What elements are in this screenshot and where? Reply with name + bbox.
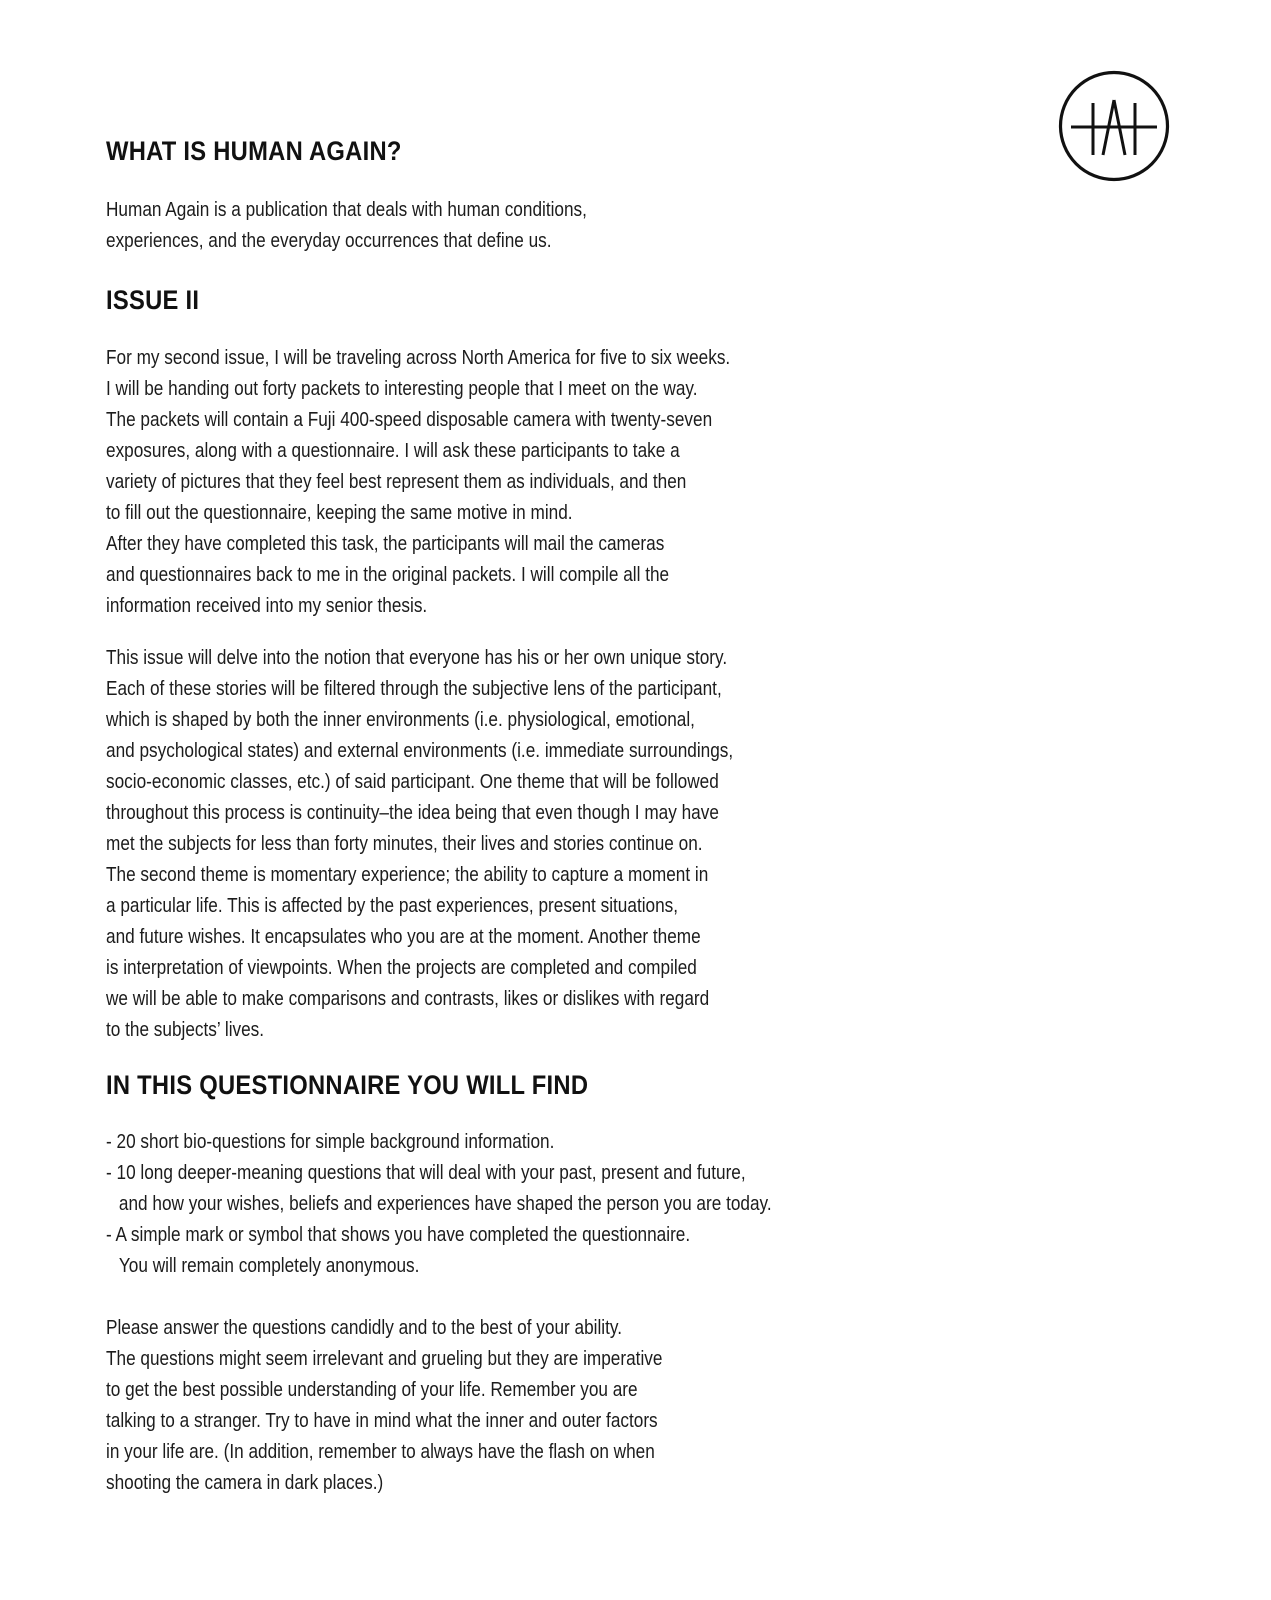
text-line: This issue will delve into the notion that everyone has his or her own unique story.	[106, 647, 728, 669]
text-line: information received into my senior thesis.	[106, 595, 428, 617]
text-line: For my second issue, I will be traveling across North America for five to six weeks.	[106, 347, 731, 369]
text-line: we will be able to make comparisons and contrasts, likes or dislikes with regard	[106, 988, 710, 1010]
text-line: met the subjects for less than forty minutes, their lives and stories continue on.	[106, 833, 703, 855]
text-line: The questions might seem irrelevant and grueling but they are imperative	[106, 1348, 663, 1370]
issue-paragraph-2	[106, 643, 733, 1046]
text-line: and future wishes. It encapsulates who you are at the moment. Another theme	[106, 926, 701, 948]
heading-questionnaire-contents: IN THIS QUESTIONNAIRE YOU WILL FIND	[106, 1070, 589, 1100]
text-line: After they have completed this task, the participants will mail the cameras	[106, 533, 665, 555]
list-item-continuation: You will remain completely anonymous.	[118, 1255, 420, 1277]
text-line: Each of these stories will be filtered through the subjective lens of the participant,	[106, 678, 722, 700]
questionnaire-contents-list	[106, 1127, 772, 1282]
text-line: in your life are. (In addition, remember to always have the flash on when	[106, 1441, 655, 1463]
human-again-logo-icon	[1058, 70, 1170, 182]
text-line: talking to a stranger. Try to have in mind what the inner and outer factors	[106, 1410, 658, 1432]
closing-paragraph	[106, 1313, 662, 1499]
text-line: a particular life. This is affected by the past experiences, present situations,	[106, 895, 679, 917]
text-line: to get the best possible understanding of your life. Remember you are	[106, 1379, 638, 1401]
text-line: exposures, along with a questionnaire. I will ask these participants to take a	[106, 440, 680, 462]
text-line: variety of pictures that they feel best represent them as individuals, and then	[106, 471, 687, 493]
list-item: - 10 long deeper-meaning questions that will deal with your past, present and future,	[106, 1162, 746, 1184]
text-line: throughout this process is continuity–the idea being that even though I may have	[106, 802, 719, 824]
text-line: and psychological states) and external environments (i.e. immediate surroundings,	[106, 740, 734, 762]
heading-what-is-human-again: WHAT IS HUMAN AGAIN?	[106, 136, 402, 166]
text-line: socio-economic classes, etc.) of said participant. One theme that will be followed	[106, 771, 719, 793]
intro-paragraph	[106, 195, 587, 257]
list-item: - 20 short bio-questions for simple background information.	[106, 1131, 555, 1153]
text-line: to the subjects’ lives.	[106, 1019, 265, 1041]
text-line: which is shaped by both the inner environments (i.e. physiological, emotional,	[106, 709, 695, 731]
text-line: and questionnaires back to me in the original packets. I will compile all the	[106, 564, 670, 586]
heading-issue-ii: ISSUE II	[106, 285, 200, 315]
text-line: I will be handing out forty packets to interesting people that I meet on the way.	[106, 378, 698, 400]
text-line: experiences, and the everyday occurrences that define us.	[106, 230, 552, 252]
text-line: Human Again is a publication that deals with human conditions,	[106, 199, 587, 221]
text-line: to fill out the questionnaire, keeping the same motive in mind.	[106, 502, 573, 524]
issue-paragraph-1	[106, 343, 730, 622]
text-line: The second theme is momentary experience; the ability to capture a moment in	[106, 864, 709, 886]
text-line: is interpretation of viewpoints. When the projects are completed and compiled	[106, 957, 697, 979]
text-line: Please answer the questions candidly and to the best of your ability.	[106, 1317, 622, 1339]
text-line: The packets will contain a Fuji 400-speed disposable camera with twenty-seven	[106, 409, 713, 431]
list-item: - A simple mark or symbol that shows you have completed the questionnaire.	[106, 1224, 691, 1246]
text-line: shooting the camera in dark places.)	[106, 1472, 384, 1494]
list-item-continuation: and how your wishes, beliefs and experiences have shaped the person you are today.	[118, 1193, 772, 1215]
